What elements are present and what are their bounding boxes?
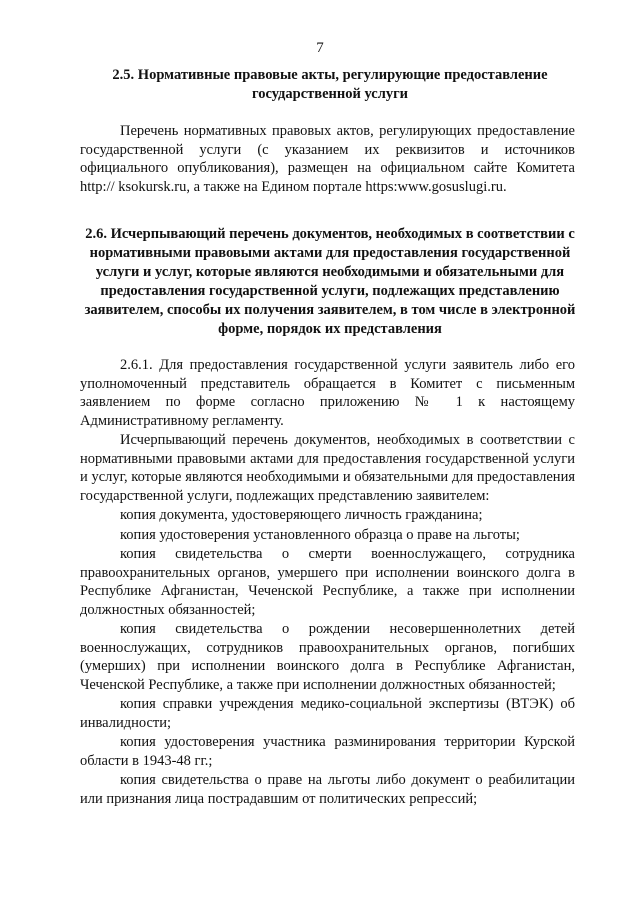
list-item: копия удостоверения участника разминирования территории Курской области в 1943-48 гг.; bbox=[80, 734, 575, 769]
page-number: 7 bbox=[316, 40, 324, 56]
section-2-5-heading: 2.5. Нормативные правовые акты, регулирующие предоставление государственной услуги bbox=[112, 67, 548, 102]
section-2-6-body bbox=[80, 356, 575, 808]
list-item: копия свидетельства о праве на льготы либо документ о реабилитации или признания лица пострадавшим от политических репрессий; bbox=[80, 772, 575, 807]
paragraph-2-6-1: 2.6.1. Для предоставления государственной услуги заявитель либо его уполномоченный представитель обращается в Комитет с письменным заявлением по форме согласно приложению № 1 к настоящему Административному регламенту. bbox=[80, 357, 575, 429]
section-2-6-heading: 2.6. Исчерпывающий перечень документов, необходимых в соответствии с нормативными правовыми актами для предоставления государственной услуги и услуг, которые являются необходимыми и обязательными для предоставления государственной услуги, подлежащих представлению заявителем, способы их получения заявителем, в том числе в электронной форме, порядок их представления bbox=[84, 226, 576, 337]
section-2-5-text: Перечень нормативных правовых актов, регулирующих предоставление государственной услуги (с указанием их реквизитов и источников официального опубликования), размещен на официальном сайте Комитета http:// ksokursk.ru, а также на Едином портале https:www.gosuslugi.ru. bbox=[80, 123, 575, 195]
list-item: копия справки учреждения медико-социальной экспертизы (ВТЭК) об инвалидности; bbox=[80, 696, 575, 731]
list-item: копия удостоверения установленного образца о праве на льготы; bbox=[120, 526, 520, 543]
paragraph-document-list-intro: Исчерпывающий перечень документов, необходимых в соответствии с нормативными правовыми актами для предоставления государственной услуги и услуг, которые являются необходимыми и обязательными для предоставления государственной услуги, подлежащих представлению заявителем: bbox=[80, 432, 575, 504]
list-item: копия свидетельства о рождении несовершеннолетних детей военнослужащих, сотрудников правоохранительных органов, погибших (умерших) при исполнении воинского долга в Республике Афганистан, Чеченской Республике, а также при исполнении должностных обязанностей; bbox=[80, 621, 575, 693]
list-item: копия свидетельства о смерти военнослужащего, сотрудника правоохранительных органов, умершего при исполнении воинского долга в Республике Афганистан, Чеченской Республике, а также при исполнении должностных обязанностей; bbox=[80, 546, 575, 618]
list-item: копия документа, удостоверяющего личность гражданина; bbox=[120, 507, 483, 523]
